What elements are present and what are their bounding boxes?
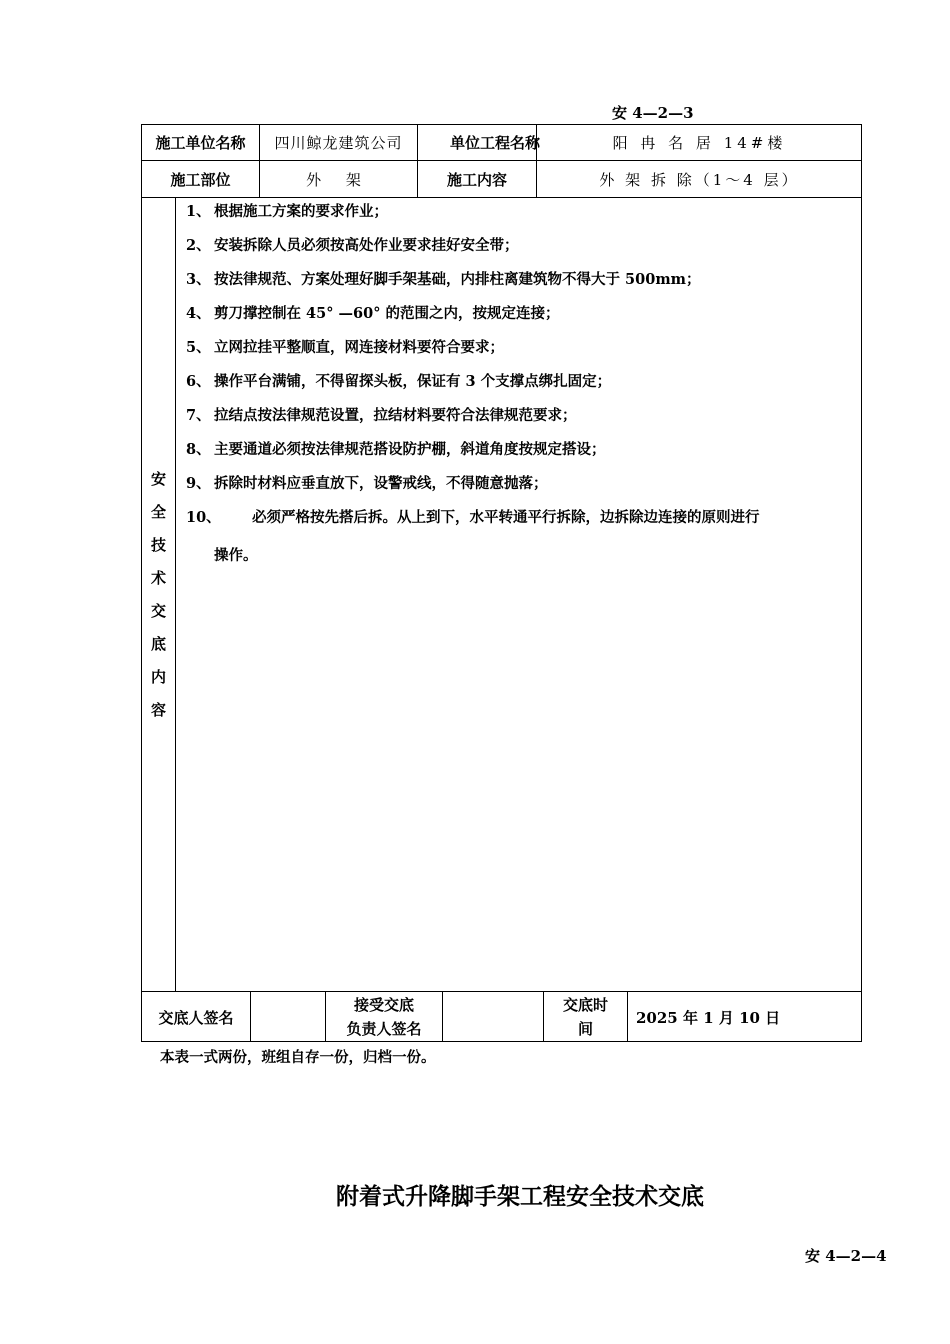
item-text: 主要通道必须按法律规范搭设防护棚，斜道角度按规定搭设； [214, 441, 606, 458]
item-text: 拉结点按法律规范设置，拉结材料要符合法律规范要求； [214, 407, 577, 424]
list-item [186, 303, 856, 337]
item-number: 7、 [186, 407, 211, 424]
item-number: 6、 [186, 373, 211, 390]
item-number: 9、 [186, 475, 211, 492]
form-note: 本表一式两份，班组自存一份，归档一份。 [160, 1049, 436, 1066]
item-text: 安装拆除人员必须按高处作业要求挂好安全带； [214, 237, 519, 254]
side-label-char: 容 [150, 701, 166, 719]
list-item [186, 439, 856, 473]
form-code-bottom: 安 4—2—4 [805, 1247, 887, 1265]
receiver-signature-label [326, 992, 442, 1042]
disclosure-time-label [544, 992, 627, 1042]
col-divider [627, 991, 628, 1042]
col-divider [175, 197, 176, 991]
list-item [186, 337, 856, 371]
discloser-signature-field[interactable] [251, 992, 325, 1042]
project-name-value: 阳 冉 名 居 14#楼 [612, 134, 787, 152]
item-number: 4、 [186, 305, 211, 322]
safety-disclosure-side-label [142, 200, 175, 990]
disclosure-items-list [186, 201, 856, 567]
side-label-char: 全 [150, 503, 166, 521]
project-name-label: 单位工程名称 [450, 134, 541, 152]
item-number: 10、 [186, 509, 221, 526]
discloser-signature-label: 交底人签名 [158, 1008, 234, 1027]
receiver-label-line1: 接受交底 [353, 996, 414, 1014]
item-text: 拆除时材料应垂直放下，设警戒线，不得随意抛落； [214, 475, 548, 492]
item-text: 按法律规范、方案处理好脚手架基础，内排柱离建筑物不得大于 500mm； [214, 271, 701, 288]
item-number: 8、 [186, 441, 211, 458]
form-code-top: 安 4—2—3 [612, 104, 694, 122]
side-label-char: 交 [150, 602, 166, 620]
construction-part-label: 施工部位 [170, 170, 231, 189]
disclosure-date-value: 2025 年 1 月 10 日 [636, 1008, 781, 1027]
item-number: 1、 [186, 203, 211, 220]
item-text-continuation: 操作。 [214, 547, 258, 564]
unit-name-value: 四川鲸龙建筑公司 [274, 134, 403, 152]
construction-content-value: 外 架 拆 除（1～4 层） [599, 170, 800, 189]
side-label-char: 技 [150, 536, 166, 554]
list-item [186, 201, 856, 235]
receiver-signature-field[interactable] [443, 992, 543, 1042]
list-item [186, 235, 856, 269]
time-label-line2: 间 [577, 1020, 593, 1038]
list-item [186, 473, 856, 507]
item-text: 必须严格按先搭后拆。从上到下，水平转通平行拆除，边拆除边连接的原则进行 [252, 509, 760, 526]
construction-part-value: 外 架 [306, 170, 371, 189]
side-label-char: 内 [150, 668, 166, 686]
item-text: 剪刀撑控制在 45° —60° 的范围之内，按规定连接； [214, 305, 560, 322]
item-text: 根据施工方案的要求作业； [214, 203, 388, 220]
side-label-char: 安 [150, 470, 166, 488]
construction-content-label: 施工内容 [446, 170, 507, 189]
list-item [186, 269, 856, 303]
time-label-line1: 交底时 [562, 996, 608, 1014]
list-item [186, 507, 856, 567]
side-label-char: 术 [150, 569, 166, 587]
list-item [186, 371, 856, 405]
list-item [186, 405, 856, 439]
item-number: 2、 [186, 237, 211, 254]
unit-name-label: 施工单位名称 [155, 134, 246, 152]
item-text: 操作平台满铺，不得留探头板，保证有 3 个支撑点绑扎固定； [214, 373, 612, 390]
item-text: 立网拉挂平整顺直，网连接材料要符合要求； [214, 339, 504, 356]
item-number: 5、 [186, 339, 211, 356]
item-number: 3、 [186, 271, 211, 288]
side-label-char: 底 [150, 635, 166, 653]
receiver-label-line2: 负责人签名 [346, 1020, 422, 1038]
row-divider [141, 197, 862, 198]
next-form-title: 附着式升降脚手架工程安全技术交底 [336, 1183, 704, 1210]
